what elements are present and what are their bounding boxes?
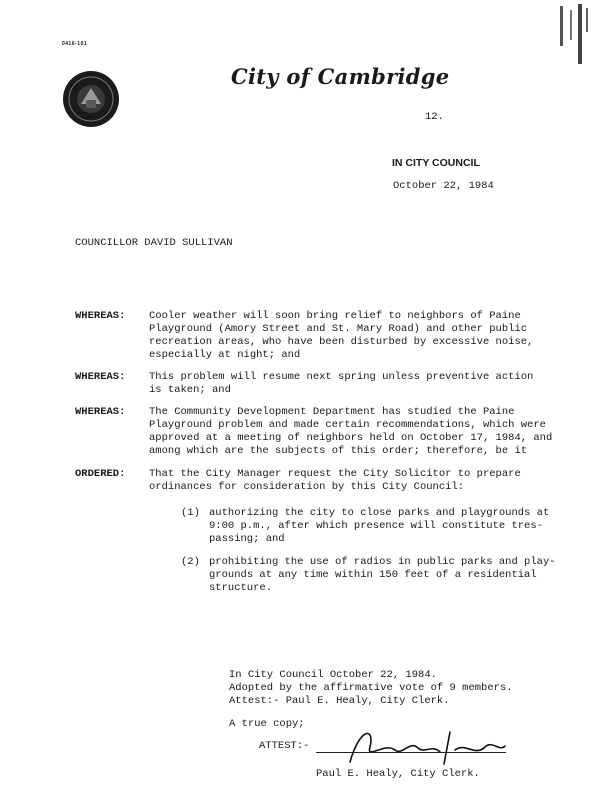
item-marker: (2)	[181, 556, 200, 568]
city-seal-icon	[62, 70, 120, 128]
adoption-line: Adopted by the affirmative vote of 9 members.	[229, 682, 513, 694]
city-title: City of Cambridge	[231, 64, 450, 89]
attest-label: ATTEST:-	[259, 740, 310, 752]
signature-rule	[316, 752, 506, 753]
signatory-name: Paul E. Healy, City Clerk.	[316, 768, 480, 780]
clause-label: ORDERED:	[75, 468, 126, 480]
clause-label: WHEREAS:	[75, 406, 126, 418]
clause-label: WHEREAS:	[75, 310, 126, 322]
council-heading: IN CITY COUNCIL	[392, 157, 480, 169]
adoption-line: In City Council October 22, 1984.	[229, 669, 437, 681]
clause-text: That the City Manager request the City Solicitor to prepare ordinances for consideration by this City Council:	[149, 468, 521, 493]
clause-text: Cooler weather will soon bring relief to neighbors of Paine Playground (Amory Street and St. Mary Road) and other public recreation areas, who have been disturbed by excessive noise, especially at night; and	[149, 310, 534, 361]
sponsor-line: COUNCILLOR DAVID SULLIVAN	[75, 237, 233, 249]
item-number: 12.	[425, 111, 444, 123]
handwritten-signature	[340, 722, 510, 772]
adoption-line: Attest:- Paul E. Healy, City Clerk.	[229, 695, 450, 707]
scan-artifact	[530, 0, 591, 80]
form-code: 0416-101	[62, 41, 88, 47]
clause-text: This problem will resume next spring unless preventive action is taken; and	[149, 371, 534, 396]
true-copy-label: A true copy;	[229, 718, 305, 730]
document-date: October 22, 1984	[393, 180, 494, 192]
clause-label: WHEREAS:	[75, 371, 126, 383]
item-text: authorizing the city to close parks and playgrounds at 9:00 p.m., after which presence will constitute tres- passing; and	[209, 507, 550, 545]
item-text: prohibiting the use of radios in public parks and play- grounds at any time within 150 feet of a residential structure.	[209, 556, 556, 594]
item-marker: (1)	[181, 507, 200, 519]
clause-text: The Community Development Department has studied the Paine Playground problem and made certain recommendations, which were approved at a meeting of neighbors held on October 17, 1984, and among which are the subjects of this order; therefore, be it	[149, 406, 553, 457]
